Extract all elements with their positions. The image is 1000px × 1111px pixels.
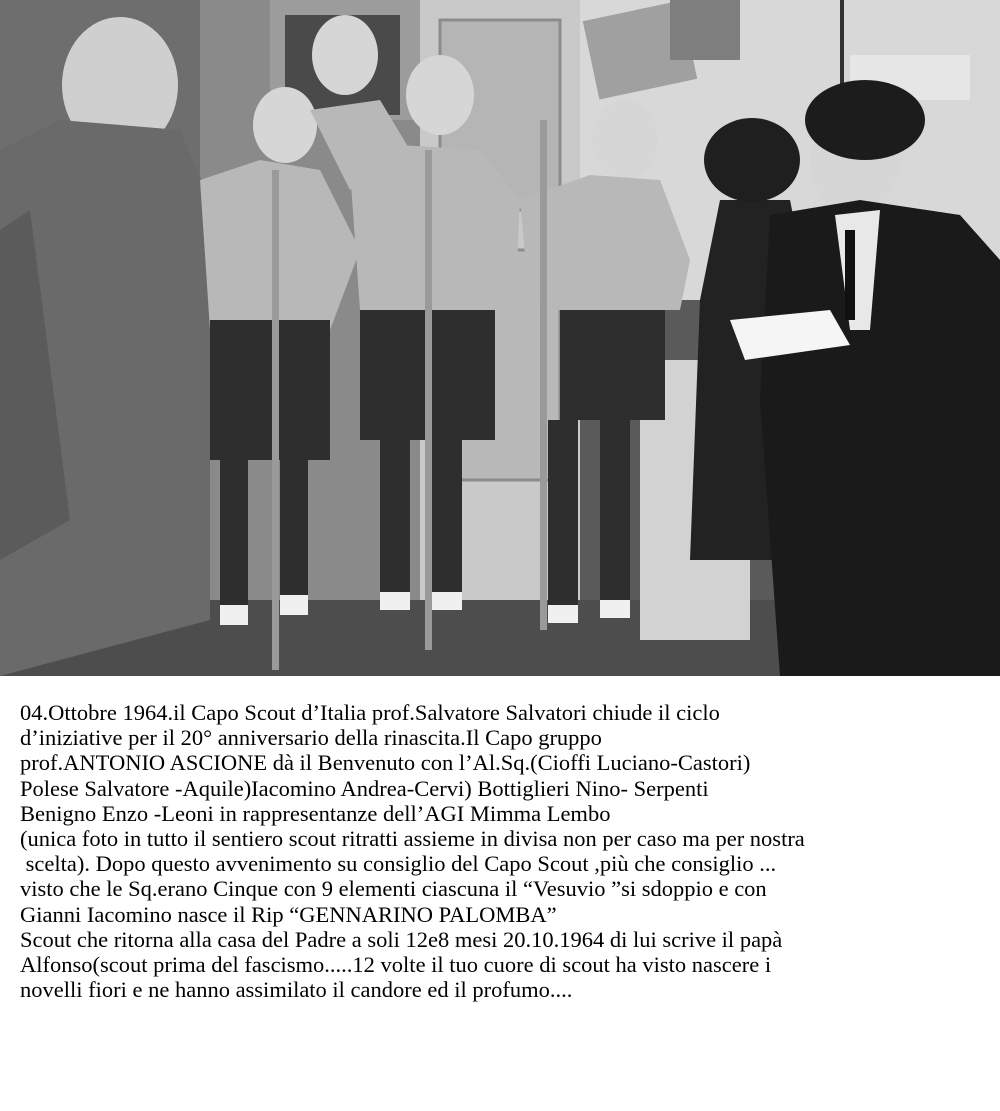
caption-line: Scout che ritorna alla casa del Padre a soli 12e8 mesi 20.10.1964 di lui scrive il papà: [20, 926, 783, 952]
photo-caption: [20, 700, 995, 1002]
caption-line: 04.Ottobre 1964.il Capo Scout d’Italia prof.Salvatore Salvatori chiude il ciclo: [20, 700, 720, 725]
caption-line: Gianni Iacomino nasce il Rip “GENNARINO PALOMBA”: [20, 901, 557, 927]
caption-line: d’iniziative per il 20° anniversario della rinascita.Il Capo gruppo: [20, 725, 602, 751]
caption-line: novelli fiori e ne hanno assimilato il candore ed il profumo....: [20, 977, 573, 1003]
caption-line: Alfonso(scout prima del fascismo.....12 volte il tuo cuore di scout ha visto nascere i: [20, 952, 772, 978]
caption-line: visto che le Sq.erano Cinque con 9 elementi ciascuna il “Vesuvio ”si sdoppio e con: [20, 876, 767, 902]
caption-line: scelta). Dopo questo avvenimento su consiglio del Capo Scout ,più che consiglio ...: [20, 851, 777, 877]
caption-line: Polese Salvatore -Aquile)Iacomino Andrea-Cervi) Bottiglieri Nino- Serpenti: [20, 775, 709, 801]
caption-line: (unica foto in tutto il sentiero scout ritratti assieme in divisa non per caso ma per nostra: [20, 826, 805, 852]
caption-line: prof.ANTONIO ASCIONE dà il Benvenuto con l’Al.Sq.(Cioffi Luciano-Castori): [20, 750, 751, 776]
caption-line: Benigno Enzo -Leoni in rappresentanze dell’AGI Mimma Lembo: [20, 800, 611, 826]
